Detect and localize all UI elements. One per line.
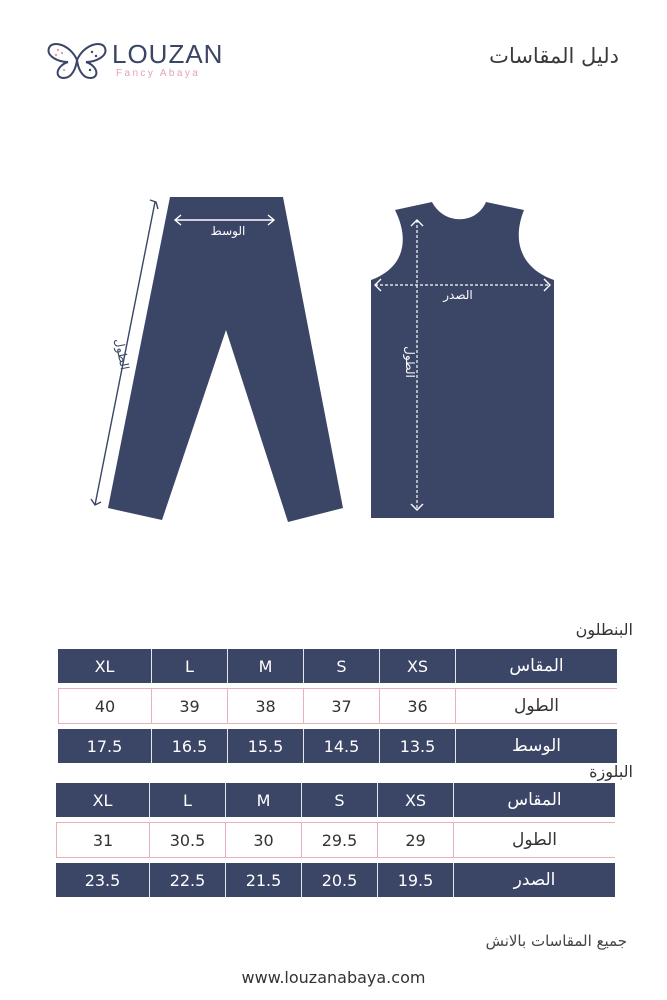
pants-size-xs: XS xyxy=(379,649,455,683)
page-title: دليل المقاسات xyxy=(489,44,619,68)
blouse-chest-m: 21.5 xyxy=(225,863,301,897)
pants-waist-m: 15.5 xyxy=(227,729,303,763)
blouse-length-l: 30.5 xyxy=(149,822,225,858)
blouse-length-label-cell: الطول xyxy=(453,822,615,858)
pants-waist-xl: 17.5 xyxy=(58,729,151,763)
pants-size-s: S xyxy=(303,649,379,683)
garment-diagram xyxy=(0,180,667,540)
pants-length-m: 38 xyxy=(227,688,303,724)
blouse-header-label: المقاس xyxy=(453,783,615,817)
pants-length-label: الطول xyxy=(112,337,132,372)
pants-waist-row xyxy=(58,729,617,763)
pants-header-label: المقاس xyxy=(455,649,617,683)
blouse-length-s: 29.5 xyxy=(301,822,377,858)
pants-waist-label: الوسط xyxy=(210,224,246,238)
brand-logo xyxy=(46,40,236,82)
blouse-size-table xyxy=(56,783,615,897)
blouse-length-m: 30 xyxy=(225,822,301,858)
pants-length-l: 39 xyxy=(151,688,227,724)
blouse-chest-row xyxy=(56,863,615,897)
pants-size-m: M xyxy=(227,649,303,683)
pants-illustration xyxy=(108,197,343,522)
brand-tagline: Fancy Abaya xyxy=(116,68,201,79)
blouse-chest-l: 22.5 xyxy=(149,863,225,897)
pants-waist-l: 16.5 xyxy=(151,729,227,763)
pants-length-label-cell: الطول xyxy=(455,688,617,724)
pants-length-row xyxy=(58,688,617,724)
blouse-size-m: M xyxy=(225,783,301,817)
units-note: جميع المقاسات بالانش xyxy=(485,932,627,950)
pants-waist-s: 14.5 xyxy=(303,729,379,763)
blouse-header-row xyxy=(56,783,615,817)
blouse-chest-xs: 19.5 xyxy=(377,863,453,897)
blouse-length-row xyxy=(56,822,615,858)
blouse-chest-s: 20.5 xyxy=(301,863,377,897)
pants-size-l: L xyxy=(151,649,227,683)
blouse-length-label: الطول xyxy=(403,346,417,378)
pants-size-table xyxy=(58,649,617,763)
blouse-chest-label-cell: الصدر xyxy=(453,863,615,897)
blouse-chest-label: الصدر xyxy=(443,288,473,302)
blouse-chest-xl: 23.5 xyxy=(56,863,149,897)
blouse-length-xl: 31 xyxy=(56,822,149,858)
pants-waist-label-cell: الوسط xyxy=(455,729,617,763)
butterfly-icon xyxy=(46,40,108,80)
pants-header-row xyxy=(58,649,617,683)
blouse-size-xl: XL xyxy=(56,783,149,817)
website-link[interactable]: www.louzanabaya.com xyxy=(241,968,426,987)
blouse-illustration xyxy=(371,202,554,518)
blouse-size-s: S xyxy=(301,783,377,817)
brand-name: LOUZAN xyxy=(112,39,224,69)
pants-length-xs: 36 xyxy=(379,688,455,724)
pants-section-title: البنطلون xyxy=(575,620,633,639)
pants-length-xl: 40 xyxy=(58,688,151,724)
pants-length-s: 37 xyxy=(303,688,379,724)
pants-size-xl: XL xyxy=(58,649,151,683)
blouse-size-l: L xyxy=(149,783,225,817)
pants-waist-xs: 13.5 xyxy=(379,729,455,763)
blouse-section-title: البلوزة xyxy=(589,762,633,781)
blouse-length-xs: 29 xyxy=(377,822,453,858)
blouse-size-xs: XS xyxy=(377,783,453,817)
